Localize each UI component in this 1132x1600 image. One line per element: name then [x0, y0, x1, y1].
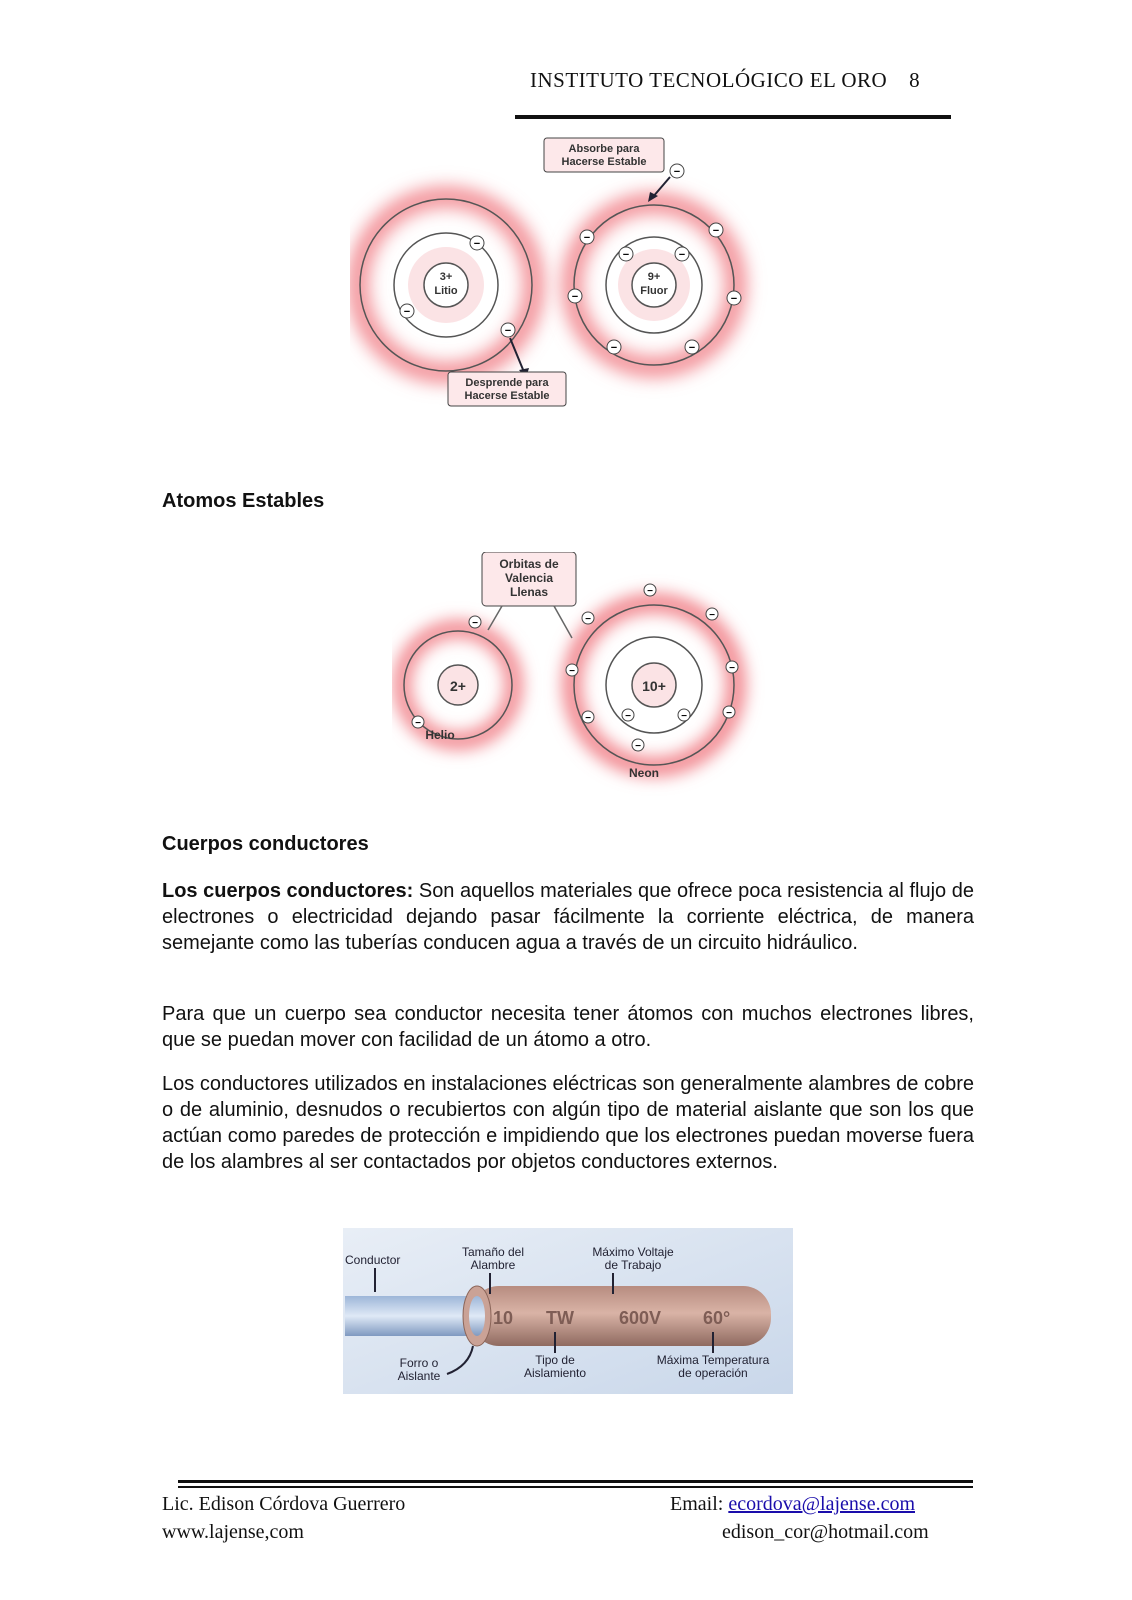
label-temp-line1: Máxima Temperatura	[656, 1353, 770, 1367]
wire-print-size: 10	[493, 1308, 514, 1328]
lithium-charge: 3+	[439, 271, 453, 283]
svg-text:−: −	[688, 342, 696, 354]
paragraph-free-electrons: Para que un cuerpo sea conductor necesita tener átomos con muchos electrones libres, que se puedan mover con facilidad de un átomo a otro.	[162, 1003, 974, 1051]
fluorine-charge: 9+	[647, 271, 661, 283]
section-heading-stable-atoms: Atomos Estables	[162, 490, 325, 512]
figure-wire-labels	[343, 1228, 793, 1394]
paragraph-body: Son aquellos materiales que ofrece poca resistencia al flujo de electrones o electricidad dejando pasar fácilmente la corriente eléctrica, de manera semejante como las tuberías conducen agua a través de un circuito hidráulico.	[162, 880, 974, 954]
svg-text:−: −	[504, 325, 512, 337]
svg-text:−: −	[726, 708, 732, 719]
svg-text:−: −	[622, 249, 630, 261]
footer-email-label: Email:	[670, 1493, 729, 1515]
label-insulation-line2: Aislante	[397, 1369, 441, 1383]
page-number: 8	[909, 68, 921, 92]
label-size-line2: Alambre	[470, 1258, 516, 1272]
svg-text:−: −	[712, 225, 720, 237]
label-temp-line2: de operación	[678, 1366, 748, 1380]
wire-print-temp: 60°	[703, 1308, 731, 1328]
svg-text:−: −	[729, 663, 735, 674]
header-rule	[515, 115, 951, 119]
header-title: INSTITUTO TECNOLÓGICO EL ORO	[530, 68, 888, 92]
label-conductor: Conductor	[345, 1253, 401, 1267]
figure-unstable-atoms	[350, 132, 770, 422]
label-type-line1: Tipo de	[535, 1353, 575, 1367]
lithium-name: Litio	[434, 285, 458, 297]
svg-text:−: −	[625, 711, 631, 722]
svg-text:−: −	[647, 586, 653, 597]
svg-text:−: −	[403, 306, 411, 318]
fluorine-name: Fluor	[640, 285, 668, 297]
svg-text:−: −	[571, 291, 579, 303]
svg-text:−: −	[635, 741, 641, 752]
section-heading-conductors: Cuerpos conductores	[162, 833, 369, 855]
figure-stable-atoms	[392, 552, 772, 802]
footer-email-secondary: edison_cor@hotmail.com	[722, 1521, 929, 1543]
svg-text:−: −	[678, 249, 686, 261]
helium-charge: 2+	[450, 678, 466, 694]
helium-name: Helio	[425, 728, 455, 742]
absorb-label-line1: Absorbe para	[568, 143, 640, 155]
label-size-line1: Tamaño del	[461, 1245, 525, 1259]
valence-callout-line3: Llenas	[509, 585, 549, 599]
release-label-line2: Hacerse Estable	[464, 390, 550, 402]
absorb-label-line2: Hacerse Estable	[561, 156, 647, 168]
svg-text:−: −	[583, 232, 591, 244]
svg-text:−: −	[681, 711, 687, 722]
valence-callout-line2: Valencia	[504, 571, 554, 585]
label-type-line2: Aislamiento	[523, 1366, 587, 1380]
label-voltage-line1: Máximo Voltaje	[592, 1245, 674, 1259]
label-voltage-line2: de Trabajo	[604, 1258, 662, 1272]
neon-name: Neon	[629, 766, 659, 780]
svg-text:−: −	[585, 614, 591, 625]
wire-print-type: TW	[546, 1308, 574, 1328]
svg-text:−: −	[473, 238, 481, 250]
footer-rule-top	[178, 1480, 973, 1483]
svg-text:−: −	[585, 713, 591, 724]
svg-text:−: −	[709, 610, 715, 621]
wire-core-end	[469, 1296, 485, 1336]
callout-pointer-right	[554, 606, 572, 638]
svg-text:−: −	[472, 618, 478, 629]
footer-author: Lic. Edison Córdova Guerrero	[162, 1493, 406, 1515]
paragraph-conductors-definition	[162, 878, 974, 956]
svg-text:−: −	[569, 666, 575, 677]
footer-email-link[interactable]: ecordova@lajense.com	[728, 1493, 915, 1515]
page-header	[530, 68, 920, 93]
callout-pointer-left	[488, 606, 502, 630]
neon-charge: 10+	[642, 678, 666, 694]
release-label-line1: Desprende para	[465, 377, 549, 389]
wire-print-voltage: 600V	[619, 1308, 662, 1328]
footer-rule-bottom	[178, 1486, 973, 1488]
valence-callout-line1: Orbitas de	[499, 557, 559, 571]
footer-email-line	[670, 1493, 915, 1516]
paragraph-bold-term: Los cuerpos conductores:	[162, 880, 414, 902]
svg-text:−: −	[610, 342, 618, 354]
svg-text:−: −	[730, 293, 738, 305]
svg-text:−: −	[415, 718, 421, 729]
footer-website: www.lajense,com	[162, 1521, 304, 1543]
label-insulation-line1: Forro o	[399, 1356, 439, 1370]
svg-text:−: −	[673, 166, 681, 178]
paragraph-wire-insulation: Los conductores utilizados en instalaciones eléctricas son generalmente alambres de cobre o de aluminio, desnudos o recubiertos con algún tipo de material aislante que son los que actúan como paredes de protección e impidiendo que los electrones puedan moverse fuera de los alambres al ser contactados por objetos conductores externos.	[162, 1073, 974, 1173]
